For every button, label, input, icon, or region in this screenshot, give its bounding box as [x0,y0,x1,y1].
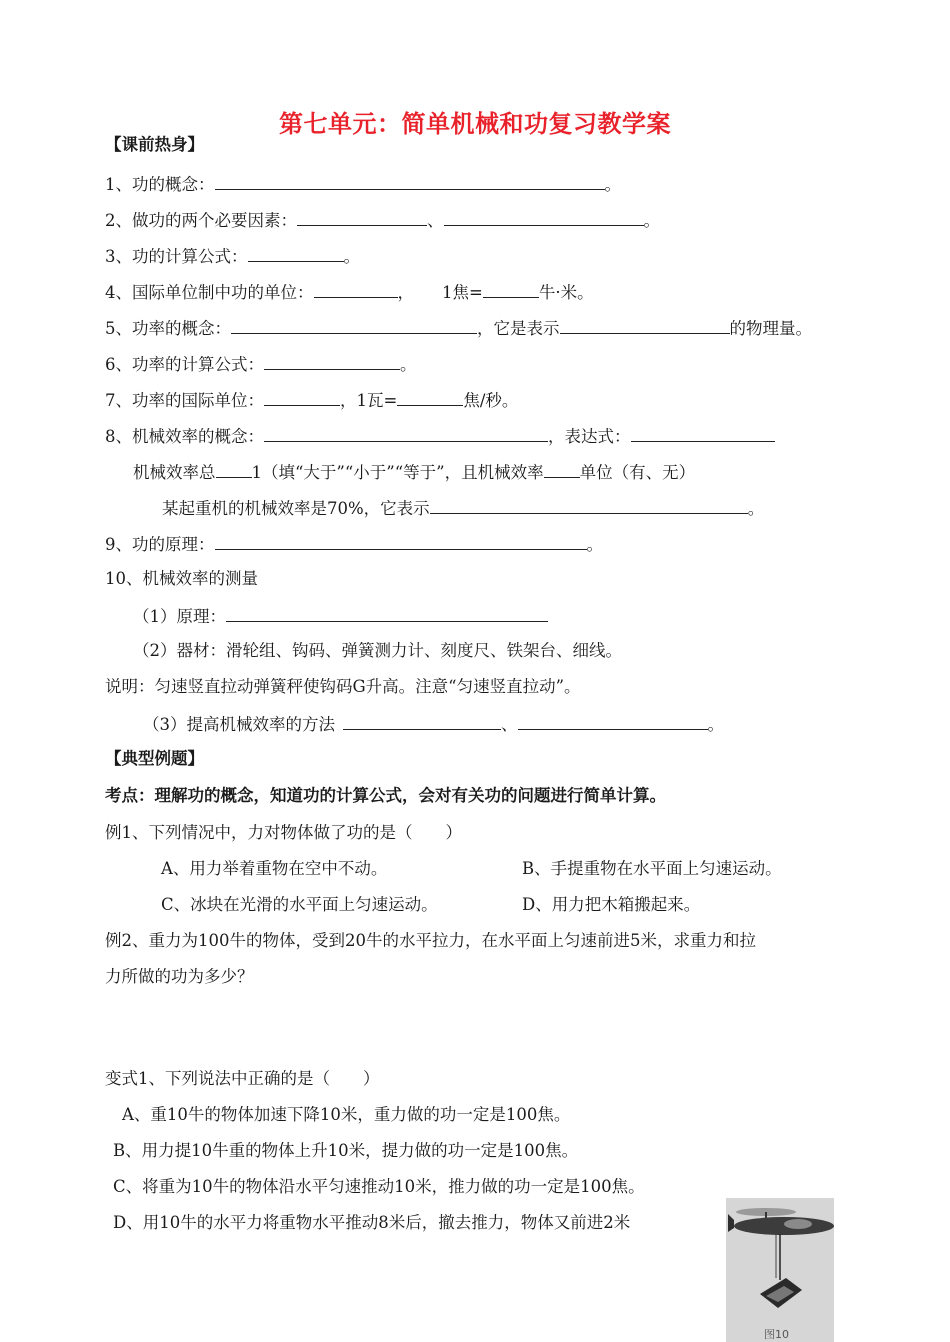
section-heading-examples: 【典型例题】 [105,749,204,768]
question-8: 8、机械效率的概念： ，表达式： [105,424,775,448]
answer-blank[interactable] [430,496,748,514]
question-7: 7、功率的国际单位： ，1瓦= 焦/秒。 [105,388,518,412]
question-3: 3、功的计算公式： 。 [105,244,360,268]
answer-blank[interactable] [226,604,548,622]
example-1-option-b: B、手提重物在水平面上匀速运动。 [522,859,782,878]
answer-blank[interactable] [264,352,400,370]
example-2-line-2: 力所做的功为多少？ [105,967,254,986]
answer-blank[interactable] [631,424,775,442]
helicopter-lifting-load-illustration [726,1198,834,1342]
variant-1: 变式1、下列说法中正确的是（ ） [105,1069,380,1088]
answer-blank[interactable] [544,460,580,478]
note-text: 说明：匀速竖直拉动弹簧秤使钩码G升高。注意“匀速竖直拉动”。 [105,677,581,696]
page-title: 第七单元：简单机械和功复习教学案 [279,110,671,138]
answer-blank[interactable] [444,208,644,226]
key-point: 考点：理解功的概念，知道功的计算公式，会对有关功的问题进行简单计算。 [105,786,666,805]
question-10-principle: （1）原理： [133,604,548,628]
answer-blank[interactable] [216,460,252,478]
answer-blank[interactable] [314,280,398,298]
question-10: 10、机械效率的测量 [105,569,258,588]
answer-blank[interactable] [518,712,708,730]
example-1-option-a: A、用力举着重物在空中不动。 [161,859,388,878]
question-8-efficiency-compare: 机械效率总 1（填“大于”“小于”“等于”，且机械效率 单位（有、无） [133,460,695,484]
answer-blank[interactable] [215,172,605,190]
variant-1-option-c: C、将重为10牛的物体沿水平匀速推动10米，推力做的功一定是100焦。 [113,1177,645,1196]
example-1-option-c: C、冰块在光滑的水平面上匀速运动。 [161,895,438,914]
question-10-equipment: （2）器材：滑轮组、钩码、弹簧测力计、刻度尺、铁架台、细线。 [133,641,622,660]
section-heading-warmup: 【课前热身】 [105,135,204,154]
question-6: 6、功率的计算公式： 。 [105,352,417,376]
example-1-option-d: D、用力把木箱搬起来。 [522,895,701,914]
question-4: 4、国际单位制中功的单位： ， 1焦= 牛·米。 [105,280,594,304]
question-2: 2、做功的两个必要因素： 、 。 [105,208,660,232]
variant-1-option-a: A、重10牛的物体加速下降10米，重力做的功一定是100焦。 [122,1105,571,1124]
helicopter-figure [726,1198,834,1342]
answer-blank[interactable] [343,712,501,730]
answer-blank[interactable] [483,280,539,298]
answer-blank[interactable] [215,532,587,550]
answer-blank[interactable] [248,244,344,262]
answer-blank[interactable] [264,388,340,406]
answer-blank[interactable] [264,424,548,442]
question-10-improve: （3）提高机械效率的方法 、 。 [143,712,724,736]
answer-blank[interactable] [560,316,730,334]
example-2-line-1: 例2、重力为100牛的物体，受到20牛的水平拉力，在水平面上匀速前进5米，求重力和拉 [105,931,756,950]
variant-1-option-d: D、用10牛的水平力将重物水平推动8米后，撤去推力，物体又前进2米 [113,1213,631,1232]
question-8-crane: 某起重机的机械效率是70%，它表示 。 [162,496,764,520]
question-1: 1、功的概念： 。 [105,172,621,196]
answer-blank[interactable] [231,316,477,334]
question-9: 9、功的原理： 。 [105,532,603,556]
example-1: 例1、下列情况中，力对物体做了功的是（ ） [105,823,462,842]
answer-blank[interactable] [297,208,427,226]
variant-1-option-b: B、用力提10牛重的物体上升10米，提力做的功一定是100焦。 [113,1141,579,1160]
question-5: 5、功率的概念： ，它是表示 的物理量。 [105,316,812,340]
figure-caption: 图10 [764,1328,789,1341]
answer-blank[interactable] [397,388,463,406]
